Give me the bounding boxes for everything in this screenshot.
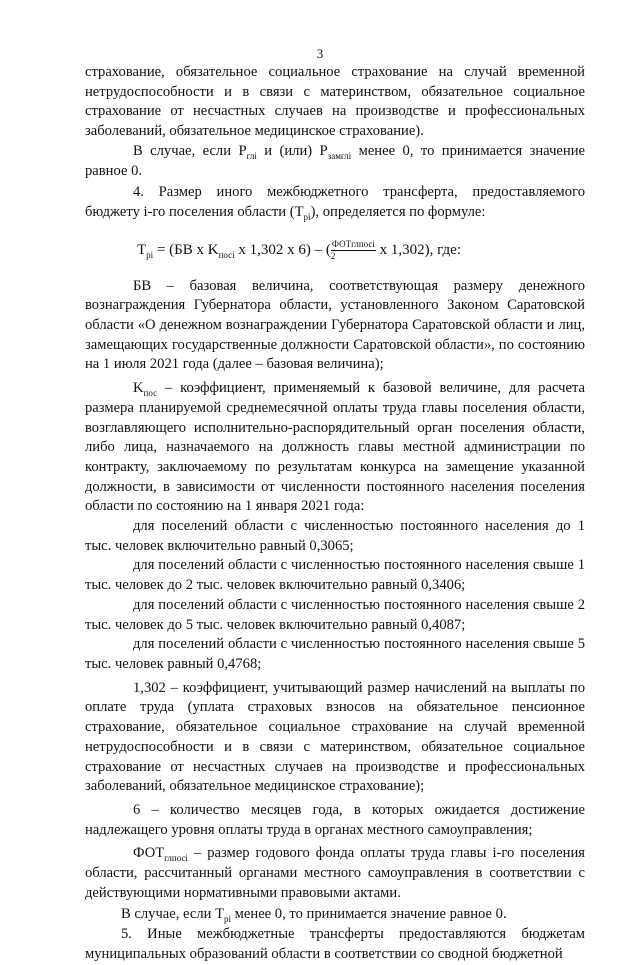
paragraph-k-option-4: для поселений области с численностью постоянного населения свыше 5 тыс. человек равный 0,4768; [85,636,585,672]
formula [85,239,585,262]
subscript: пос [143,388,158,399]
paragraph-coefficient-1302: 1,302 – коэффициент, учитывающий размер начислений на выплаты по оплате труда (уплата страховых взносов на обязательное пенсионное страхование, обязательное социальное страхование на случай временной нетрудоспособности и в связи с материнством, обязательное социальное страхование от несчастных случаев на производстве и профессиональных заболеваний, обязательное медицинское страхование); [85,679,585,795]
subscript: глi [246,150,257,161]
text-run: – размер годового фонда оплаты труда главы i-го поселения области, рассчитанный органами местного самоуправления в соответствии с действующими нормативными правовыми актами. [85,845,585,901]
formula-part: x 1,302), где: [375,241,461,258]
text-run: В случае, если P [133,142,247,159]
paragraph-k-option-1: для поселений области с численностью постоянного населения до 1 тыс. человек включительно равный 0,3065; [85,518,585,554]
paragraph-continuation: страхование, обязательное социальное страхование на случай временной нетрудоспособности и в связи с материнством, обязательное социальное страхование от несчастных случаев на производстве и профессиональных заболеваний, обязательное медицинское страхование). [85,64,585,140]
text-run: – коэффициент, применяемый к базовой величине, для расчета размера планируемой среднемесячной оплаты труда главы поселения области, возглавляющего исполнительно-распорядительный орган поселения области, либо лица, назначаемого на должность главы местной администрации по контракту, заключаемому по результатам конкурса на замещение указанной должности, в зависимости от численности постоянного населения поселения области по состоянию на 1 января 2021 года: [85,380,585,515]
subscript: посi [218,249,235,260]
subscript: pi [146,249,154,260]
formula-symbol: T [137,241,147,258]
text-run: ), определяется по формуле: [310,203,486,220]
paragraph-item-4 [85,183,585,222]
text-run: менее 0, то принимается значение равное 0. [85,142,585,179]
text-run: менее 0, то принимается значение равное 0. [231,906,507,923]
paragraph-months-6: 6 – количество месяцев года, в которых ожидается достижение надлежащего уровня оплаты труда в органах местного самоуправления; [85,801,585,838]
text-run: ФОТ [133,845,165,862]
subscript: pi [224,914,232,925]
paragraph-k-option-2: для поселений области с численностью постоянного населения свыше 1 тыс. человек до 2 тыс. человек включительно равный 0,3406; [85,557,585,594]
subscript: глпосi [164,853,188,864]
formula-part: = (БВ x K [153,241,219,258]
text-run: и (или) P [256,142,328,159]
text-run: 4. Размер иного межбюджетного трансферта, предоставляемого бюджету i-го поселения области (T [85,184,585,220]
formula-fraction [331,239,376,262]
text-run: В случае, если T [121,906,225,923]
paragraph-base-value: БВ – базовая величина, соответствующая размеру денежного вознаграждения Губернатора области, установленного Законом Саратовской области «О денежном вознаграждении Губернатора Саратовской области и лиц, замещающих государственные должности Саратовской области», по состоянию на 1 июля 2021 года (далее – базовая величина); [85,277,585,373]
subscript: замглi [327,150,352,161]
page-number: 3 [316,46,324,61]
paragraph-coefficient-k [85,379,585,517]
subscript: pi [303,211,311,222]
fraction-numerator: ФОТглпосi [331,238,375,249]
paragraph-case-zero-2 [85,905,585,925]
text-run: K [133,380,144,397]
fraction-denominator: 2 [330,250,336,261]
paragraph-fot [85,844,585,903]
paragraph-item-5: 5. Иные межбюджетные трансферты предоставляются бюджетам муниципальных образований области в соответствии со сводной бюджетной [85,926,585,962]
paragraph-case-zero-1 [85,142,585,181]
paragraph-k-option-3: для поселений области с численностью постоянного населения свыше 2 тыс. человек до 5 тыс. человек включительно равный 0,4087; [85,596,585,633]
document-body [85,63,585,965]
formula-part: x 1,302 x 6) – ( [234,241,331,258]
